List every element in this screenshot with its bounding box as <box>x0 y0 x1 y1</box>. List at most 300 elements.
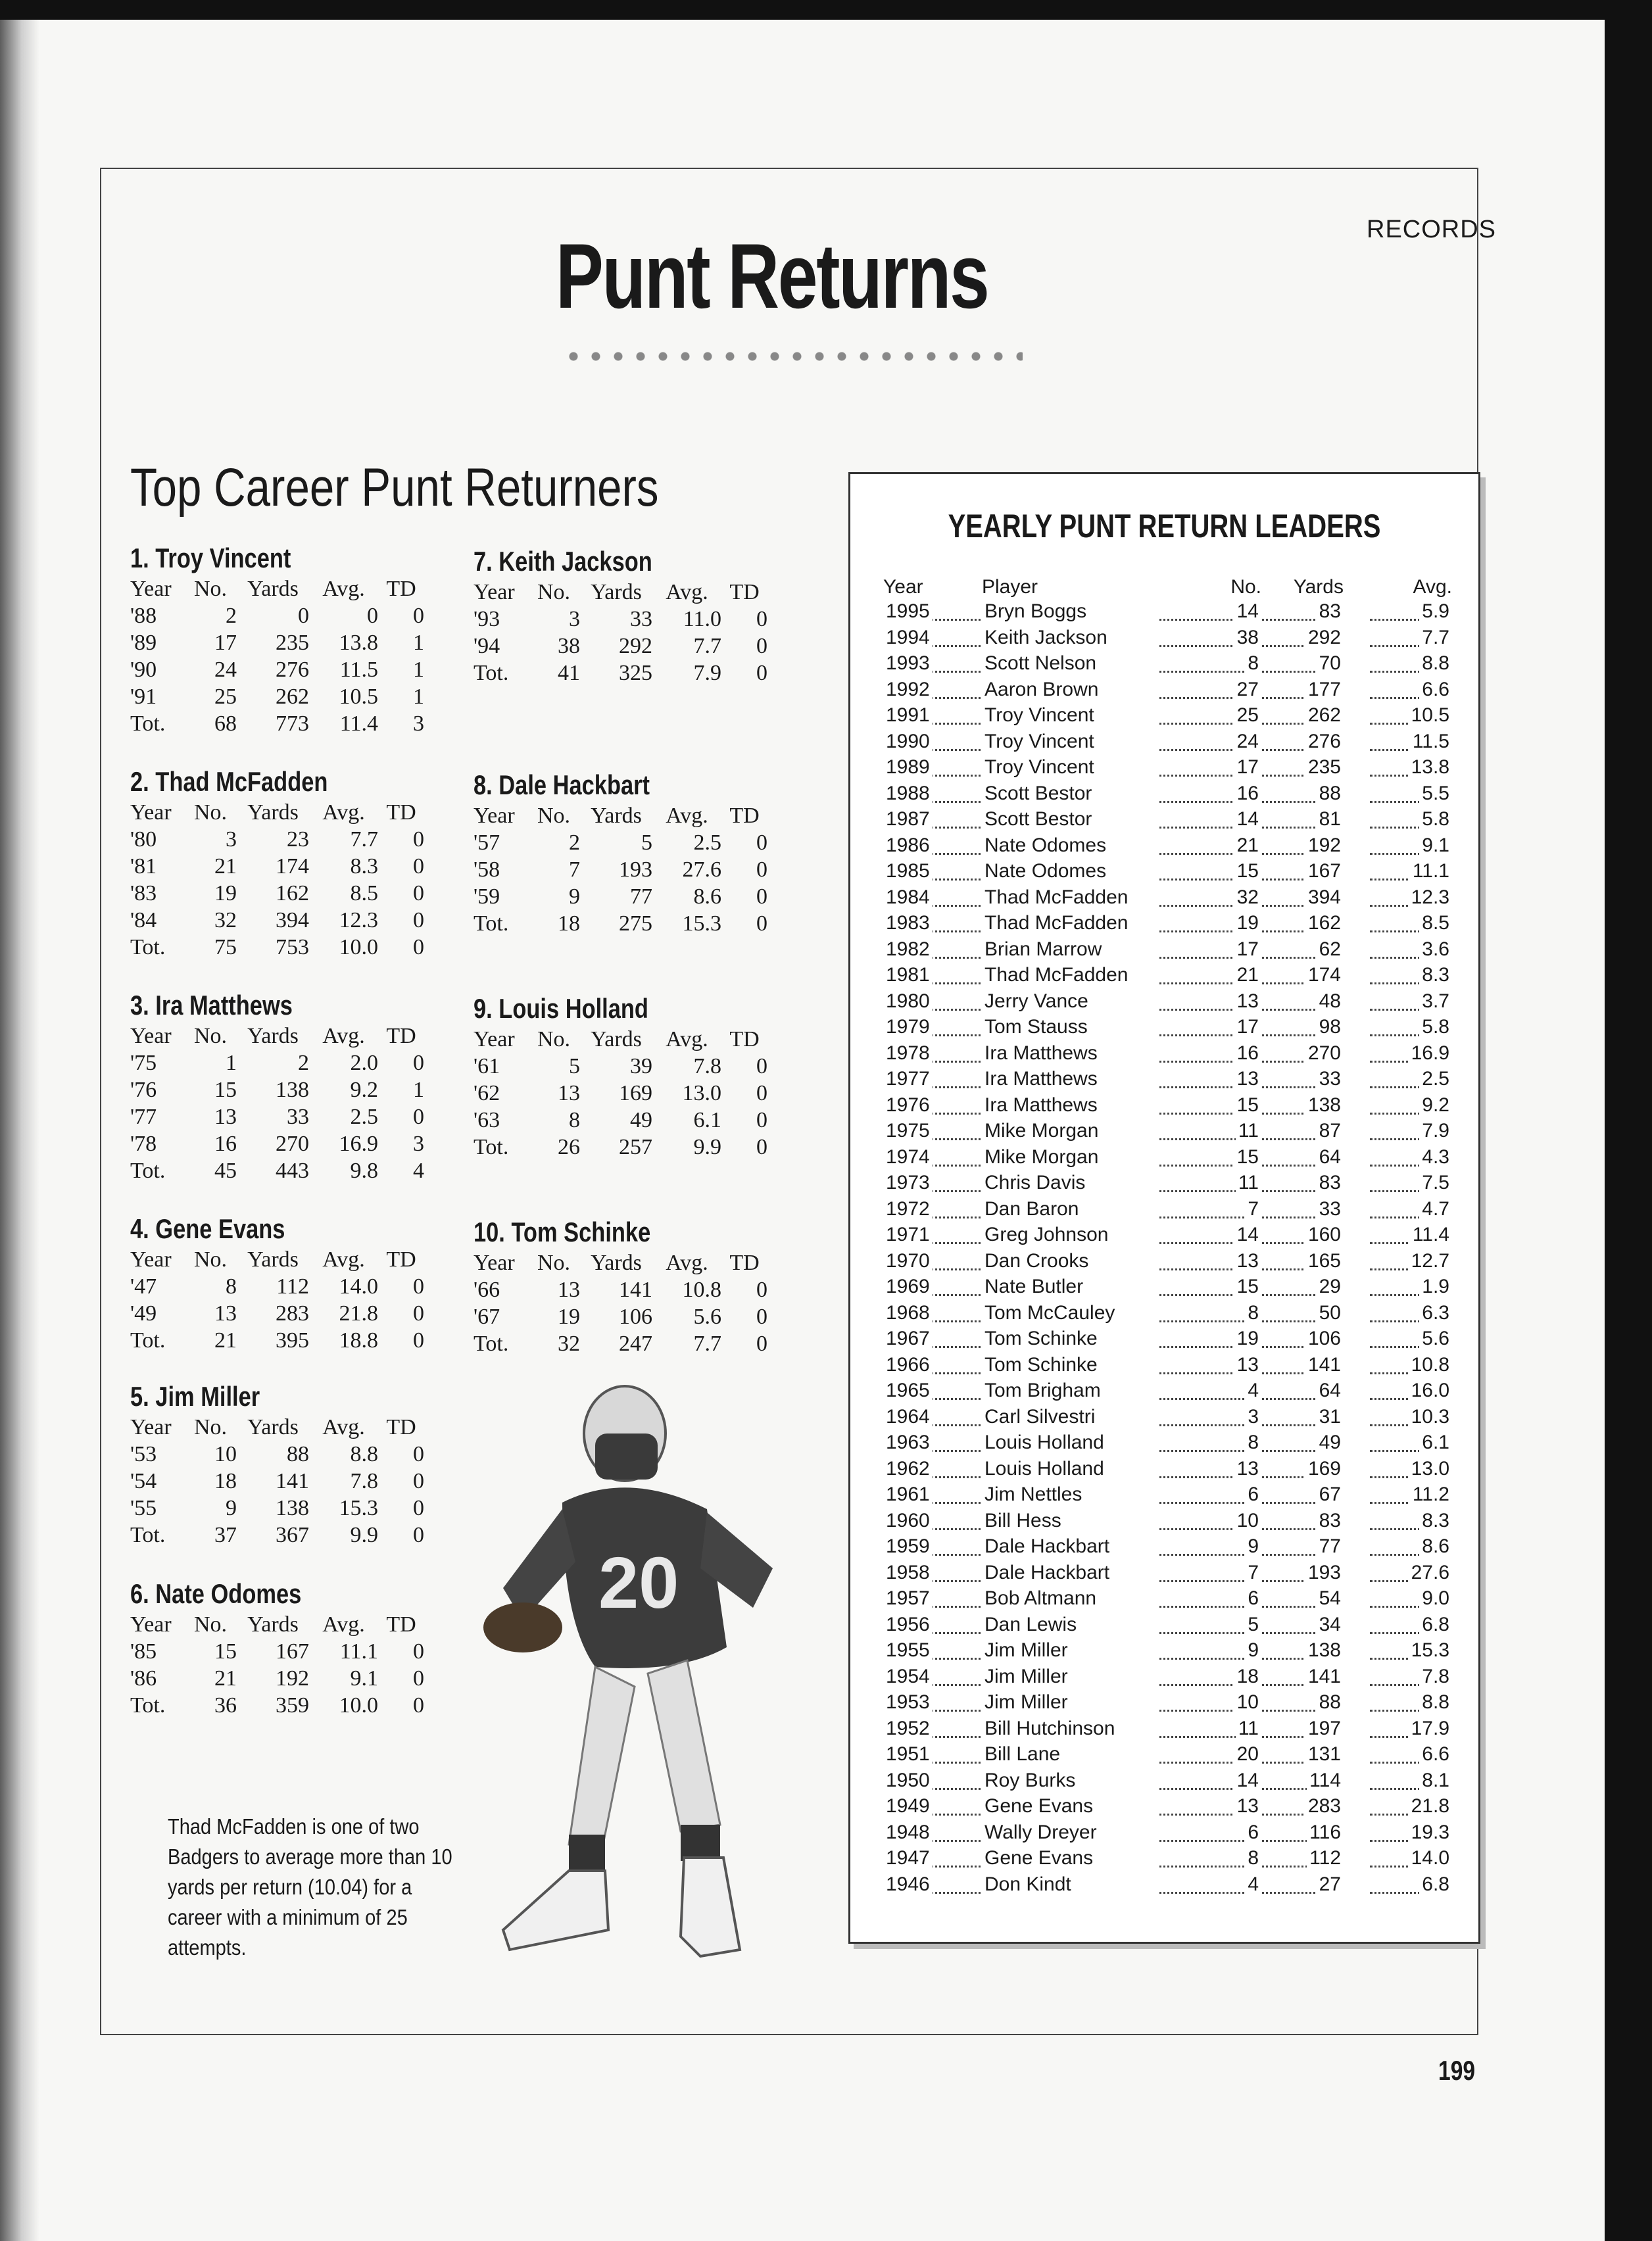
leaders-row <box>850 834 1478 861</box>
career-stat-cell: 193 <box>619 857 652 882</box>
leader-yards: 54 <box>1317 1587 1344 1610</box>
leader-yards: 292 <box>1305 627 1344 649</box>
career-stat-cell: 9 <box>226 1495 237 1520</box>
career-stat-cell: '57 <box>474 830 500 855</box>
career-column-header: No. <box>537 1250 571 1275</box>
career-stat-cell: 0 <box>756 660 767 685</box>
leader-no: 6 <box>1245 1483 1261 1506</box>
career-player-block <box>474 769 783 937</box>
career-stat-cell: Tot. <box>130 1522 166 1547</box>
career-stat-cell: 0 <box>756 857 767 882</box>
leader-no: 8 <box>1245 652 1261 675</box>
leader-player: Roy Burks <box>982 1770 1078 1792</box>
career-stat-cell: 292 <box>619 633 652 658</box>
leader-avg: 16.9 <box>1409 1042 1452 1065</box>
career-stats-row <box>130 1327 424 1354</box>
leaders-header-row <box>850 576 1478 602</box>
career-column-header: Avg. <box>322 1247 365 1272</box>
career-player-name: 4. Gene Evans <box>130 1213 285 1244</box>
career-stat-cell: 7.8 <box>350 1468 378 1493</box>
career-column-header: Avg. <box>666 1250 708 1275</box>
leaders-row <box>850 964 1478 990</box>
leader-avg: 5.8 <box>1419 808 1452 831</box>
career-stat-cell: 37 <box>214 1522 237 1547</box>
career-stats-row <box>474 829 767 856</box>
leaders-row <box>850 1562 1478 1588</box>
career-column-header: TD <box>729 1026 760 1051</box>
career-stat-cell: 13.0 <box>682 1080 721 1105</box>
career-stat-cell: 21 <box>214 854 237 879</box>
dot-leader <box>1159 1380 1327 1400</box>
leaders-row <box>850 1873 1478 1900</box>
leader-no: 13 <box>1234 1354 1261 1376</box>
career-stat-cell: 10.5 <box>339 684 378 709</box>
leader-avg: 10.8 <box>1409 1354 1452 1376</box>
leader-player: Ira Matthews <box>982 1094 1100 1117</box>
career-stat-cell: 77 <box>630 884 652 909</box>
leader-yards: 131 <box>1305 1743 1344 1766</box>
career-stat-cell: 2.5 <box>693 830 721 855</box>
leader-year: 1978 <box>883 1042 933 1065</box>
career-column-header: Year <box>130 1414 172 1439</box>
leader-no: 14 <box>1234 1770 1261 1792</box>
leader-no: 11 <box>1236 1718 1261 1740</box>
career-stat-cell: 0 <box>413 1639 424 1664</box>
career-stat-cell: Tot. <box>474 1134 509 1159</box>
career-stat-cell: 13 <box>214 1301 237 1326</box>
dot-leader <box>1159 1302 1327 1322</box>
leader-no: 24 <box>1234 731 1261 753</box>
dot-leader <box>1159 1432 1327 1452</box>
leader-avg: 4.7 <box>1419 1198 1452 1220</box>
leader-no: 18 <box>1234 1666 1261 1688</box>
leader-player: Scott Bestor <box>982 808 1094 831</box>
career-stat-cell: 10.8 <box>682 1277 721 1302</box>
leader-avg: 8.5 <box>1419 912 1452 934</box>
leader-year: 1953 <box>883 1691 933 1714</box>
leader-player: Jerry Vance <box>982 990 1091 1013</box>
career-stat-cell: 88 <box>287 1441 309 1466</box>
leader-avg: 5.5 <box>1419 783 1452 805</box>
leader-year: 1963 <box>883 1432 933 1454</box>
leader-yards: 50 <box>1317 1302 1344 1324</box>
career-stat-cell: 75 <box>214 934 237 959</box>
career-stat-cell: 1 <box>413 630 424 655</box>
career-stat-cell: '67 <box>474 1304 500 1329</box>
leader-avg: 7.7 <box>1419 627 1452 649</box>
career-stats-row <box>130 683 424 710</box>
career-stat-cell: 8 <box>569 1107 580 1132</box>
leader-no: 19 <box>1234 912 1261 934</box>
leader-yards: 27 <box>1317 1873 1344 1896</box>
leader-year: 1975 <box>883 1120 933 1142</box>
leader-year: 1981 <box>883 964 933 986</box>
career-stats-row <box>474 1080 767 1107</box>
leaders-row <box>850 1250 1478 1276</box>
career-stat-cell: 9.2 <box>350 1077 378 1102</box>
leader-yards: 88 <box>1317 783 1344 805</box>
career-stat-cell: Tot. <box>130 711 166 736</box>
career-stat-cell: 39 <box>630 1053 652 1078</box>
leaders-row <box>850 1406 1478 1432</box>
leader-year: 1969 <box>883 1276 933 1298</box>
leader-yards: 83 <box>1317 1510 1344 1532</box>
career-stat-cell: 0 <box>413 1495 424 1520</box>
career-stat-cell: 21.8 <box>339 1301 378 1326</box>
career-stat-cell: 138 <box>276 1495 309 1520</box>
leader-yards: 138 <box>1305 1639 1344 1662</box>
career-stat-cell: 68 <box>214 711 237 736</box>
leader-year: 1988 <box>883 783 933 805</box>
career-stat-cell: 0 <box>756 884 767 909</box>
leader-player: Nate Odomes <box>982 860 1109 882</box>
leader-avg: 7.9 <box>1419 1120 1452 1142</box>
leader-yards: 67 <box>1317 1483 1344 1506</box>
leaders-row <box>850 704 1478 731</box>
career-stats-row <box>130 1130 424 1157</box>
dot-leader <box>1159 1639 1327 1660</box>
leader-avg: 6.6 <box>1419 679 1452 701</box>
leaders-row <box>850 886 1478 913</box>
career-stat-cell: 6.1 <box>693 1107 721 1132</box>
leader-no: 4 <box>1245 1873 1261 1896</box>
leaders-row <box>850 1847 1478 1873</box>
career-stat-cell: 10 <box>214 1441 237 1466</box>
leader-player: Bryn Boggs <box>982 600 1089 623</box>
career-stat-cell: 0 <box>413 1274 424 1299</box>
leader-yards: 162 <box>1305 912 1344 934</box>
leaders-row <box>850 1380 1478 1406</box>
career-stat-cell: 14.0 <box>339 1274 378 1299</box>
leader-no: 17 <box>1234 756 1261 779</box>
leader-yards: 98 <box>1317 1016 1344 1038</box>
career-stats-table <box>130 799 424 961</box>
career-player-name: 9. Louis Holland <box>474 993 648 1024</box>
career-stat-cell: '80 <box>130 827 157 852</box>
career-stat-cell: 15 <box>214 1639 237 1664</box>
leader-avg: 3.7 <box>1419 990 1452 1013</box>
career-column-header: No. <box>537 1026 571 1051</box>
career-stats-table <box>474 1026 767 1161</box>
leaders-row <box>850 756 1478 783</box>
leaders-row <box>850 1743 1478 1770</box>
leader-avg: 6.3 <box>1419 1302 1452 1324</box>
leader-no: 13 <box>1234 990 1261 1013</box>
leader-player: Gene Evans <box>982 1847 1096 1869</box>
career-column-header: No. <box>193 1612 228 1637</box>
career-stat-cell: '62 <box>474 1080 500 1105</box>
career-stat-cell: Tot. <box>130 1328 166 1353</box>
career-stat-cell: 106 <box>619 1304 652 1329</box>
dot-leader <box>1159 1873 1327 1894</box>
leader-yards: 262 <box>1305 704 1344 727</box>
leader-player: Chris Davis <box>982 1172 1088 1194</box>
leader-avg: 6.1 <box>1419 1432 1452 1454</box>
leaders-row <box>850 627 1478 653</box>
career-column-header: TD <box>386 1414 416 1439</box>
career-stat-cell: '91 <box>130 684 157 709</box>
leader-player: Dan Baron <box>982 1198 1081 1220</box>
leader-year: 1995 <box>883 600 933 623</box>
career-player-block <box>130 990 439 1184</box>
career-column-header: Yards <box>591 1026 642 1051</box>
leader-avg: 12.3 <box>1409 886 1452 909</box>
career-stats-row <box>474 1303 767 1330</box>
career-stats-row <box>130 1157 424 1184</box>
career-stat-cell: 0 <box>413 880 424 905</box>
career-stats-row <box>130 826 424 853</box>
leader-avg: 3.6 <box>1419 938 1452 961</box>
career-stat-cell: '58 <box>474 857 500 882</box>
career-column-header: Yards <box>591 803 642 828</box>
leader-no: 13 <box>1234 1458 1261 1480</box>
leader-player: Keith Jackson <box>982 627 1110 649</box>
career-stat-cell: 367 <box>276 1522 309 1547</box>
career-stats-row <box>130 934 424 961</box>
leader-no: 19 <box>1234 1328 1261 1350</box>
career-stat-cell: 262 <box>276 684 309 709</box>
leader-yards: 48 <box>1317 990 1344 1013</box>
leaders-row <box>850 1172 1478 1198</box>
leader-year: 1949 <box>883 1795 933 1818</box>
leader-player: Bob Altmann <box>982 1587 1099 1610</box>
career-column-header: Avg. <box>322 1023 365 1048</box>
leader-avg: 6.6 <box>1419 1743 1452 1766</box>
career-stat-cell: '63 <box>474 1107 500 1132</box>
career-column-header: TD <box>386 800 416 825</box>
leader-year: 1983 <box>883 912 933 934</box>
leader-yards: 174 <box>1305 964 1344 986</box>
leader-no: 15 <box>1234 1146 1261 1169</box>
career-stats-row <box>130 656 424 683</box>
career-stats-header <box>130 575 424 602</box>
career-stat-cell: 15 <box>214 1077 237 1102</box>
leader-avg: 5.6 <box>1419 1328 1452 1350</box>
leaders-row <box>850 1042 1478 1069</box>
leader-year: 1993 <box>883 652 933 675</box>
career-stat-cell: 0 <box>413 1468 424 1493</box>
career-player-block <box>130 1381 439 1549</box>
leader-avg: 11.2 <box>1410 1483 1452 1506</box>
career-player-name: 2. Thad McFadden <box>130 766 328 797</box>
leader-year: 1962 <box>883 1458 933 1480</box>
leaders-row <box>850 912 1478 938</box>
leaders-row <box>850 1094 1478 1120</box>
leader-player: Wally Dreyer <box>982 1821 1100 1844</box>
career-stat-cell: 7 <box>569 857 580 882</box>
leader-no: 13 <box>1234 1795 1261 1818</box>
dot-leader <box>1159 1847 1327 1868</box>
career-stat-cell: 3 <box>413 1131 424 1156</box>
career-stat-cell: 11.5 <box>339 657 378 682</box>
leader-year: 1984 <box>883 886 933 909</box>
career-stat-cell: 1 <box>413 657 424 682</box>
career-stat-cell: 2 <box>226 603 237 628</box>
svg-text:20: 20 <box>598 1543 679 1624</box>
career-column-header: No. <box>537 803 571 828</box>
leader-player: Nate Butler <box>982 1276 1086 1298</box>
leader-yards: 177 <box>1305 679 1344 701</box>
leaders-col-year: Year <box>883 576 923 598</box>
leader-avg: 8.1 <box>1419 1770 1452 1792</box>
leader-no: 10 <box>1234 1510 1261 1532</box>
career-stat-cell: 21 <box>214 1666 237 1691</box>
career-player-block <box>474 1217 783 1357</box>
leader-no: 10 <box>1234 1691 1261 1714</box>
leader-avg: 16.0 <box>1409 1380 1452 1402</box>
leaders-row <box>850 1770 1478 1796</box>
career-column-header: Year <box>474 1250 515 1275</box>
career-stats-row <box>130 710 424 737</box>
leader-player: Greg Johnson <box>982 1224 1111 1246</box>
leaders-row <box>850 1146 1478 1172</box>
leader-no: 3 <box>1245 1406 1261 1428</box>
leader-year: 1989 <box>883 756 933 779</box>
career-stat-cell: 8.6 <box>693 884 721 909</box>
dot-leader <box>1159 1562 1327 1582</box>
leaders-row <box>850 1535 1478 1562</box>
career-player-name: 7. Keith Jackson <box>474 546 652 577</box>
leader-avg: 6.8 <box>1419 1873 1452 1896</box>
career-player-block <box>130 1213 439 1354</box>
career-stat-cell: '83 <box>130 880 157 905</box>
career-stat-cell: 32 <box>214 907 237 932</box>
career-stats-header <box>130 799 424 826</box>
career-stat-cell: '86 <box>130 1666 157 1691</box>
career-stat-cell: 8 <box>226 1274 237 1299</box>
career-stat-cell: 0 <box>298 603 309 628</box>
career-column-header: TD <box>729 803 760 828</box>
leader-yards: 276 <box>1305 731 1344 753</box>
leader-player: Dale Hackbart <box>982 1535 1112 1558</box>
leader-yards: 114 <box>1307 1770 1344 1792</box>
career-column-header: Yards <box>247 1414 299 1439</box>
career-stat-cell: 13.8 <box>339 630 378 655</box>
career-column-header: Yards <box>247 800 299 825</box>
leaders-col-player: Player <box>982 576 1038 598</box>
career-stat-cell: 33 <box>630 606 652 631</box>
career-stat-cell: 2.0 <box>350 1050 378 1075</box>
page-number: 199 <box>1438 2055 1476 2086</box>
dot-leader <box>1159 1483 1327 1504</box>
career-stats-table <box>130 1023 424 1184</box>
career-stats-row <box>474 856 767 883</box>
leader-avg: 12.7 <box>1409 1250 1452 1272</box>
leader-yards: 83 <box>1317 1172 1344 1194</box>
leader-player: Bill Hess <box>982 1510 1064 1532</box>
leader-year: 1987 <box>883 808 933 831</box>
career-stat-cell: 0 <box>756 1277 767 1302</box>
career-stat-cell: 4 <box>413 1158 424 1183</box>
career-stats-row <box>474 1134 767 1161</box>
leader-no: 9 <box>1245 1535 1261 1558</box>
career-stats-header <box>130 1611 424 1638</box>
leader-year: 1967 <box>883 1328 933 1350</box>
career-column-header: Avg. <box>322 800 365 825</box>
leader-player: Tom Schinke <box>982 1328 1100 1350</box>
career-stat-cell: 9.9 <box>693 1134 721 1159</box>
career-stat-cell: Tot. <box>130 934 166 959</box>
leader-year: 1982 <box>883 938 933 961</box>
leader-year: 1976 <box>883 1094 933 1117</box>
leader-yards: 283 <box>1305 1795 1344 1818</box>
career-stat-cell: 359 <box>276 1693 309 1718</box>
career-stat-cell: '77 <box>130 1104 157 1129</box>
career-stats-row <box>474 1107 767 1134</box>
leader-no: 14 <box>1234 808 1261 831</box>
leader-yards: 167 <box>1305 860 1344 882</box>
career-stat-cell: 13 <box>558 1080 580 1105</box>
leader-no: 16 <box>1234 783 1261 805</box>
leader-year: 1965 <box>883 1380 933 1402</box>
career-stat-cell: 38 <box>558 633 580 658</box>
career-stat-cell: 15.3 <box>682 911 721 936</box>
leaders-row <box>850 1302 1478 1328</box>
leader-year: 1968 <box>883 1302 933 1324</box>
leader-player: Scott Bestor <box>982 783 1094 805</box>
career-stats-table <box>474 1249 767 1357</box>
leader-no: 6 <box>1245 1821 1261 1844</box>
leaders-row <box>850 783 1478 809</box>
career-stat-cell: 32 <box>558 1331 580 1356</box>
leaders-row <box>850 731 1478 757</box>
yearly-leaders-box <box>848 472 1480 1944</box>
career-stat-cell: 5 <box>641 830 652 855</box>
leader-avg: 10.5 <box>1409 704 1452 727</box>
career-column-header: No. <box>537 579 571 604</box>
career-stat-cell: 0 <box>756 1107 767 1132</box>
career-player-name: 10. Tom Schinke <box>474 1217 651 1247</box>
leader-year: 1946 <box>883 1873 933 1896</box>
career-stat-cell: 9 <box>569 884 580 909</box>
leader-yards: 83 <box>1317 600 1344 623</box>
leader-no: 20 <box>1234 1743 1261 1766</box>
career-stat-cell: 10.0 <box>339 1693 378 1718</box>
career-stat-cell: '85 <box>130 1639 157 1664</box>
career-column-header: Year <box>474 1026 515 1051</box>
leaders-row <box>850 990 1478 1017</box>
career-stat-cell: 7.9 <box>693 660 721 685</box>
career-stat-cell: 0 <box>413 854 424 879</box>
leader-year: 1991 <box>883 704 933 727</box>
leader-yards: 160 <box>1305 1224 1344 1246</box>
career-stat-cell: '93 <box>474 606 500 631</box>
leader-year: 1985 <box>883 860 933 882</box>
leaders-row <box>850 1328 1478 1354</box>
leader-yards: 394 <box>1305 886 1344 909</box>
leader-year: 1954 <box>883 1666 933 1688</box>
career-stat-cell: 15.3 <box>339 1495 378 1520</box>
career-stat-cell: '90 <box>130 657 157 682</box>
career-player-block <box>474 993 783 1161</box>
career-stat-cell: 11.1 <box>339 1639 378 1664</box>
career-stat-cell: 21 <box>214 1328 237 1353</box>
leader-no: 11 <box>1236 1120 1261 1142</box>
leader-no: 6 <box>1245 1587 1261 1610</box>
leader-yards: 193 <box>1305 1562 1344 1584</box>
career-stat-cell: 325 <box>619 660 652 685</box>
career-column-header: Year <box>130 1023 172 1048</box>
career-stat-cell: 773 <box>276 711 309 736</box>
leader-yards: 70 <box>1317 652 1344 675</box>
leader-avg: 4.3 <box>1419 1146 1452 1169</box>
photo-caption: Thad McFadden is one of two Badgers to average more than 10 yards per return (10.04) for a career with a minimum of 25 attempts. <box>168 1814 452 1960</box>
career-stat-cell: 169 <box>619 1080 652 1105</box>
career-stat-cell: 112 <box>276 1274 309 1299</box>
leaders-row <box>850 1587 1478 1614</box>
leaders-col-avg: Avg. <box>1413 576 1452 598</box>
career-stat-cell: 26 <box>558 1134 580 1159</box>
